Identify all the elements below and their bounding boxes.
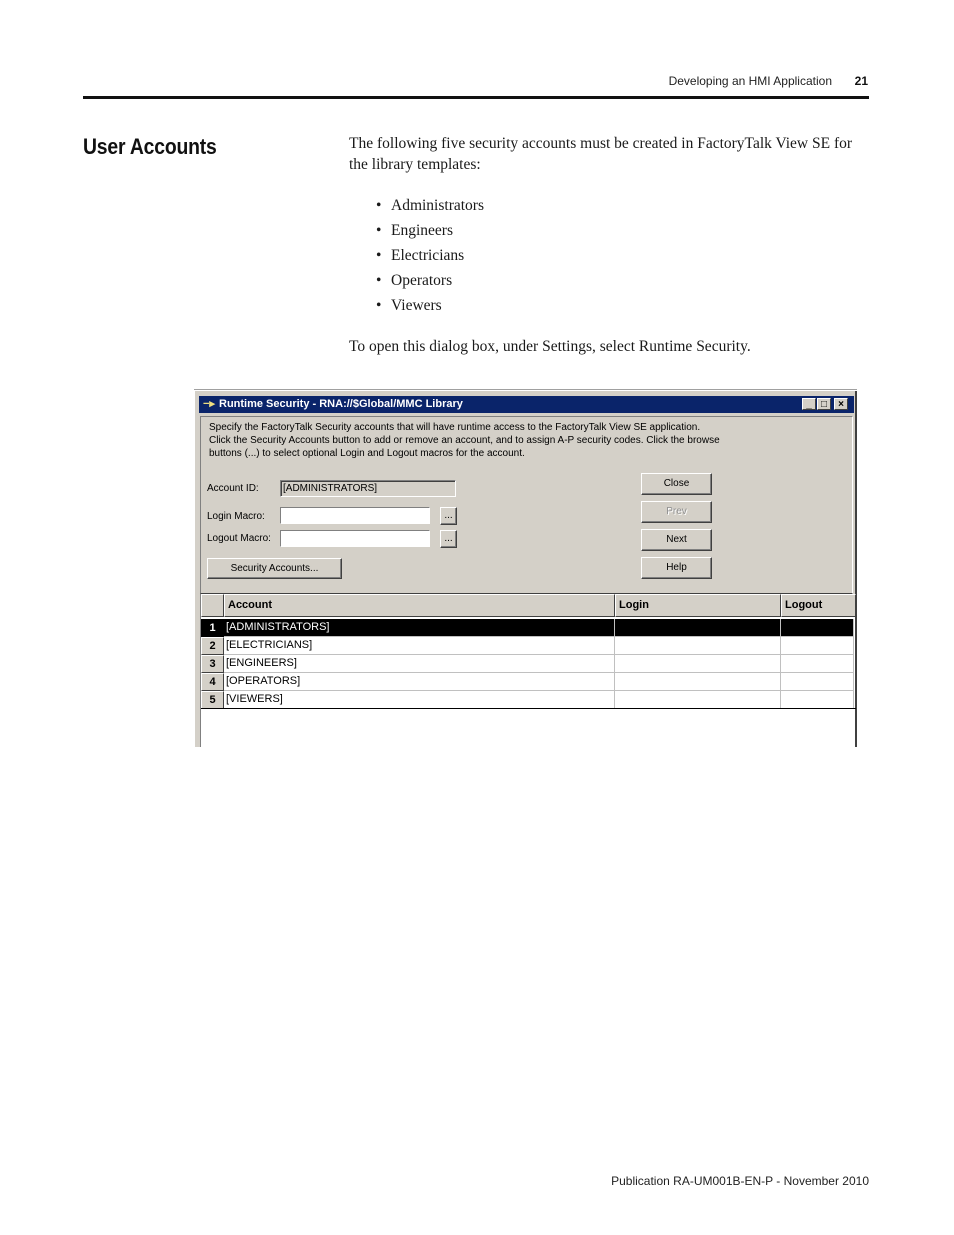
next-button[interactable]: Next	[641, 529, 712, 551]
logout-cell[interactable]	[781, 655, 854, 673]
account-cell[interactable]: [VIEWERS]	[224, 691, 615, 709]
section-heading: User Accounts	[83, 134, 217, 159]
account-id-label: Account ID:	[207, 483, 259, 494]
close-icon: ×	[838, 399, 844, 410]
maximize-icon: □	[820, 399, 828, 410]
row-number[interactable]: 4	[201, 673, 224, 691]
list-item: • Administrators	[376, 197, 484, 214]
row-number[interactable]: 1	[201, 619, 224, 637]
bullet-icon: •	[376, 247, 382, 264]
grid-header	[201, 594, 856, 617]
column-header-login[interactable]: Login	[615, 594, 781, 617]
column-header-logout[interactable]: Logout	[781, 594, 856, 617]
login-macro-label: Login Macro:	[207, 511, 265, 522]
account-cell[interactable]: [OPERATORS]	[224, 673, 615, 691]
grid-corner[interactable]	[201, 594, 224, 617]
login-cell[interactable]	[615, 637, 781, 655]
close-button[interactable]: Close	[641, 473, 712, 495]
footer-publication: Publication RA-UM001B-EN-P - November 2010	[611, 1174, 869, 1188]
prev-button[interactable]: Prev	[641, 501, 712, 523]
security-accounts-button[interactable]: Security Accounts...	[207, 558, 342, 579]
logout-cell[interactable]	[781, 619, 854, 637]
login-cell[interactable]	[615, 619, 781, 637]
grid-end-line	[201, 708, 856, 709]
list-item: • Electricians	[376, 247, 465, 264]
row-number[interactable]: 3	[201, 655, 224, 673]
list-item: • Viewers	[376, 297, 442, 314]
table-row[interactable]	[201, 655, 856, 673]
login-cell[interactable]	[615, 673, 781, 691]
column-header-account[interactable]: Account	[224, 594, 615, 617]
account-cell[interactable]: [ADMINISTRATORS]	[224, 619, 615, 637]
table-row[interactable]	[201, 637, 856, 655]
logout-cell[interactable]	[781, 673, 854, 691]
table-row[interactable]	[201, 673, 856, 691]
runtime-security-dialog	[194, 390, 857, 747]
list-item: • Operators	[376, 272, 453, 289]
logout-macro-browse-button[interactable]: ...	[440, 530, 457, 548]
login-cell[interactable]	[615, 691, 781, 709]
account-cell[interactable]: [ENGINEERS]	[224, 655, 615, 673]
maximize-button[interactable]	[817, 398, 831, 410]
login-macro-browse-button[interactable]: ...	[440, 507, 457, 525]
dialog-title: Runtime Security - RNA://$Global/MMC Library	[219, 398, 463, 410]
logout-cell[interactable]	[781, 637, 854, 655]
bullet-icon: •	[376, 297, 382, 314]
account-cell[interactable]: [ELECTRICIANS]	[224, 637, 615, 655]
logout-macro-label: Logout Macro:	[207, 533, 271, 544]
row-number[interactable]: 5	[201, 691, 224, 709]
list-item: • Engineers	[376, 222, 453, 239]
minimize-icon: _	[806, 399, 812, 410]
page-number: 21	[854, 74, 868, 88]
logout-macro-input[interactable]	[280, 530, 430, 547]
row-number[interactable]: 2	[201, 637, 224, 655]
header-title: Developing an HMI Application	[668, 74, 832, 88]
bullet-icon: •	[376, 272, 382, 289]
help-button[interactable]: Help	[641, 557, 712, 579]
accounts-grid	[200, 594, 855, 747]
dialog-titlebar[interactable]	[199, 396, 854, 413]
bullet-icon: •	[376, 197, 382, 214]
bullet-icon: •	[376, 222, 382, 239]
settings-panel	[200, 416, 853, 594]
table-row[interactable]	[201, 691, 856, 709]
table-row[interactable]	[201, 619, 856, 637]
header-rule	[83, 96, 869, 99]
dialog-description: Specify the FactoryTalk Security accounts that will have runtime access to the FactoryTalk View SE application. Click the Security Accounts button to add or remove an account, and to assign A-P security codes. Click the browse buttons (...) to select optional Login and Logout macros for the account.	[209, 422, 720, 459]
account-id-field: [ADMINISTRATORS]	[280, 480, 456, 497]
close-window-button[interactable]	[834, 398, 848, 410]
login-cell[interactable]	[615, 655, 781, 673]
instruction-paragraph: To open this dialog box, under Settings, select Runtime Security.	[349, 338, 751, 355]
key-icon: −▸	[203, 398, 215, 410]
account-bullet-list	[376, 195, 484, 320]
login-macro-input[interactable]	[280, 507, 430, 524]
intro-paragraph: The following five security accounts must be created in FactoryTalk View SE for the library templates:	[349, 135, 853, 173]
minimize-button[interactable]	[802, 398, 816, 410]
logout-cell[interactable]	[781, 691, 854, 709]
